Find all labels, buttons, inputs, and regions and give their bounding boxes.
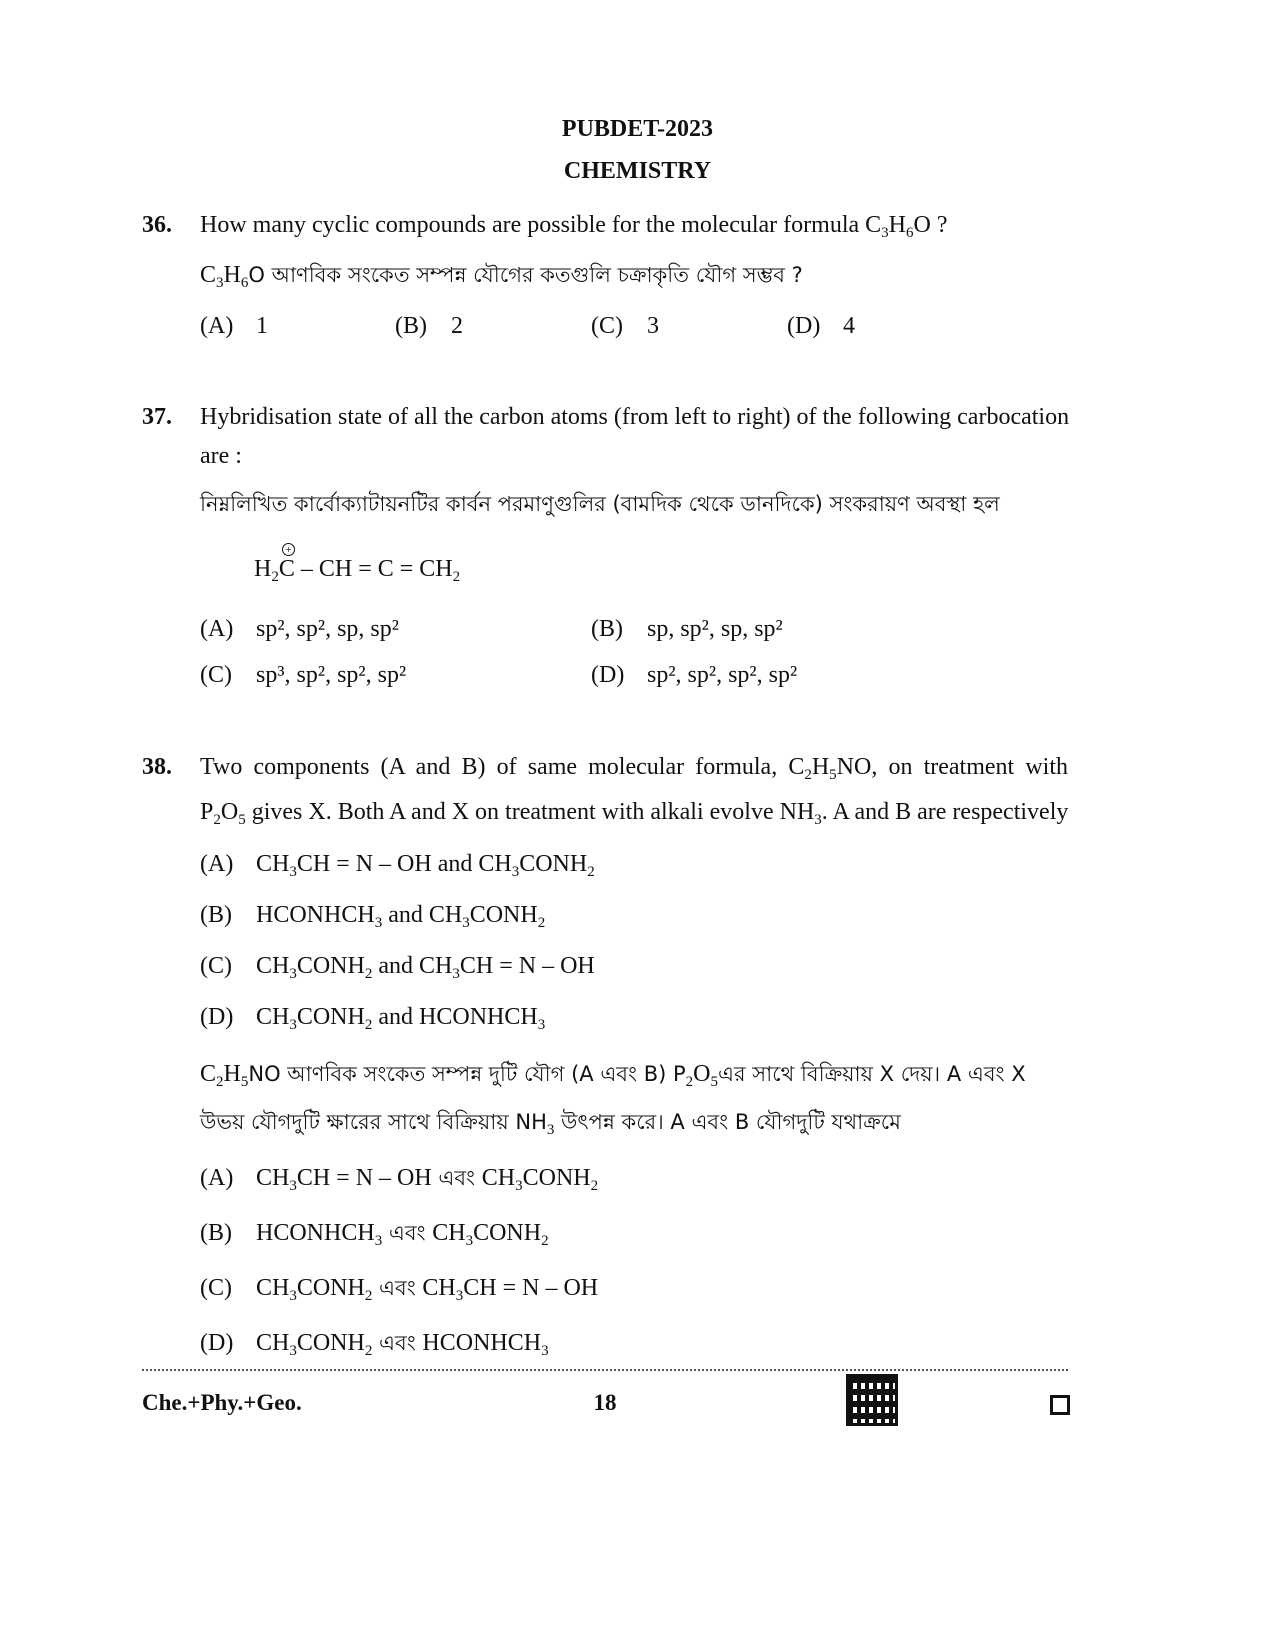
subject-title: CHEMISTRY xyxy=(563,158,712,184)
q38-option-c-bn: (C) $CH_3CONH_2$ এবং $CH_3CH = N$ – OH xyxy=(200,1275,599,1304)
footer-subjects: Che.+Phy.+Geo. xyxy=(142,1390,302,1415)
q38-option-c-en: (C) $CH_3CONH_2$ and $CH_3CH = N$ – OH xyxy=(200,953,595,982)
q36-option-a: (A) 1 xyxy=(200,313,268,339)
carbocation-formula: $H_2$ + C – CH = $C = CH_2$ xyxy=(254,542,461,585)
question-number-38: 38. xyxy=(142,754,172,780)
q38-bengali-line-2: উভয় যৌগদুটি ক্ষারের সাথে বিক্রিয়ায় $NH_3$ উৎপন্ন করে। A এবং B যৌগদুটি যথাক্রমে xyxy=(200,1110,901,1138)
q36-option-d: (D) 4 xyxy=(787,313,855,339)
footer-divider xyxy=(142,1369,1068,1371)
q37-option-c: (C) sp³, sp², sp², sp² xyxy=(200,662,407,688)
q36-english-text: How many cyclic compounds are possible for the molecular formula $C_3H_6O$ ? xyxy=(200,212,948,241)
q36-option-b: (B) 2 xyxy=(395,313,463,339)
positive-charge-icon: + C xyxy=(278,542,295,582)
q36-option-c: (C) 3 xyxy=(591,313,659,339)
exam-title: PUBDET-2023 xyxy=(561,116,714,142)
q37-english-line-2: are : xyxy=(200,443,242,469)
q38-option-a-en: (A) $CH_3CH = N$ – OH and $CH_3CONH_2$ xyxy=(200,851,595,880)
q38-english-line-2: $P_2O_5$ gives X. Both A and X on treatment with alkali evolve $NH_3$. A and B are respectively xyxy=(200,799,1069,828)
q36-bengali-text: $C_3H_6O$ আণবিক সংকেত সম্পন্ন যৌগের কতগুলি চক্রাকৃতি যৌগ সম্ভব ? xyxy=(200,262,803,291)
q37-option-b: (B) sp, sp², sp, sp² xyxy=(591,616,783,642)
q38-option-a-bn: (A) $CH_3CH = N$ – OH এবং $CH_3CONH_2$ xyxy=(200,1165,599,1194)
page-number: 18 xyxy=(593,1390,617,1415)
q37-option-d: (D) sp², sp², sp², sp² xyxy=(591,662,798,688)
q38-english-line-1: Two components (A and B) of same molecular formula, $C_2H_5NO$, on treatment with xyxy=(200,754,1069,783)
square-marker-icon xyxy=(1050,1395,1070,1415)
q37-option-a: (A) sp², sp², sp, sp² xyxy=(200,616,399,642)
q37-bengali-text: নিম্নলিখিত কার্বোক্যাটায়নটির কার্বন পরমাণুগুলির (বামদিক থেকে ডানদিকে) সংকরায়ণ অবস্থা হল xyxy=(200,492,1000,516)
q38-option-d-en: (D) $CH_3CONH_2$ and $HCONHCH_3$ xyxy=(200,1004,546,1033)
q38-option-d-bn: (D) $CH_3CONH_2$ এবং $HCONHCH_3$ xyxy=(200,1330,549,1359)
qr-code-icon xyxy=(846,1374,898,1426)
q37-english-line-1: Hybridisation state of all the carbon atoms (from left to right) of the following carbocation xyxy=(200,404,1070,430)
q38-option-b-en: (B) $HCONHCH_3$ and $CH_3CONH_2$ xyxy=(200,902,546,931)
q38-bengali-line-1: $C_2H_5NO$ আণবিক সংকেত সম্পন্ন দুটি যৌগ (A এবং B) $P_2O_5এর$ সাথে বিক্রিয়ায় X দেয়। A এবং X xyxy=(200,1061,1026,1090)
q38-option-b-bn: (B) $HCONHCH_3$ এবং $CH_3CONH_2$ xyxy=(200,1220,549,1249)
question-number-37: 37. xyxy=(142,404,172,430)
question-number-36: 36. xyxy=(142,212,172,238)
